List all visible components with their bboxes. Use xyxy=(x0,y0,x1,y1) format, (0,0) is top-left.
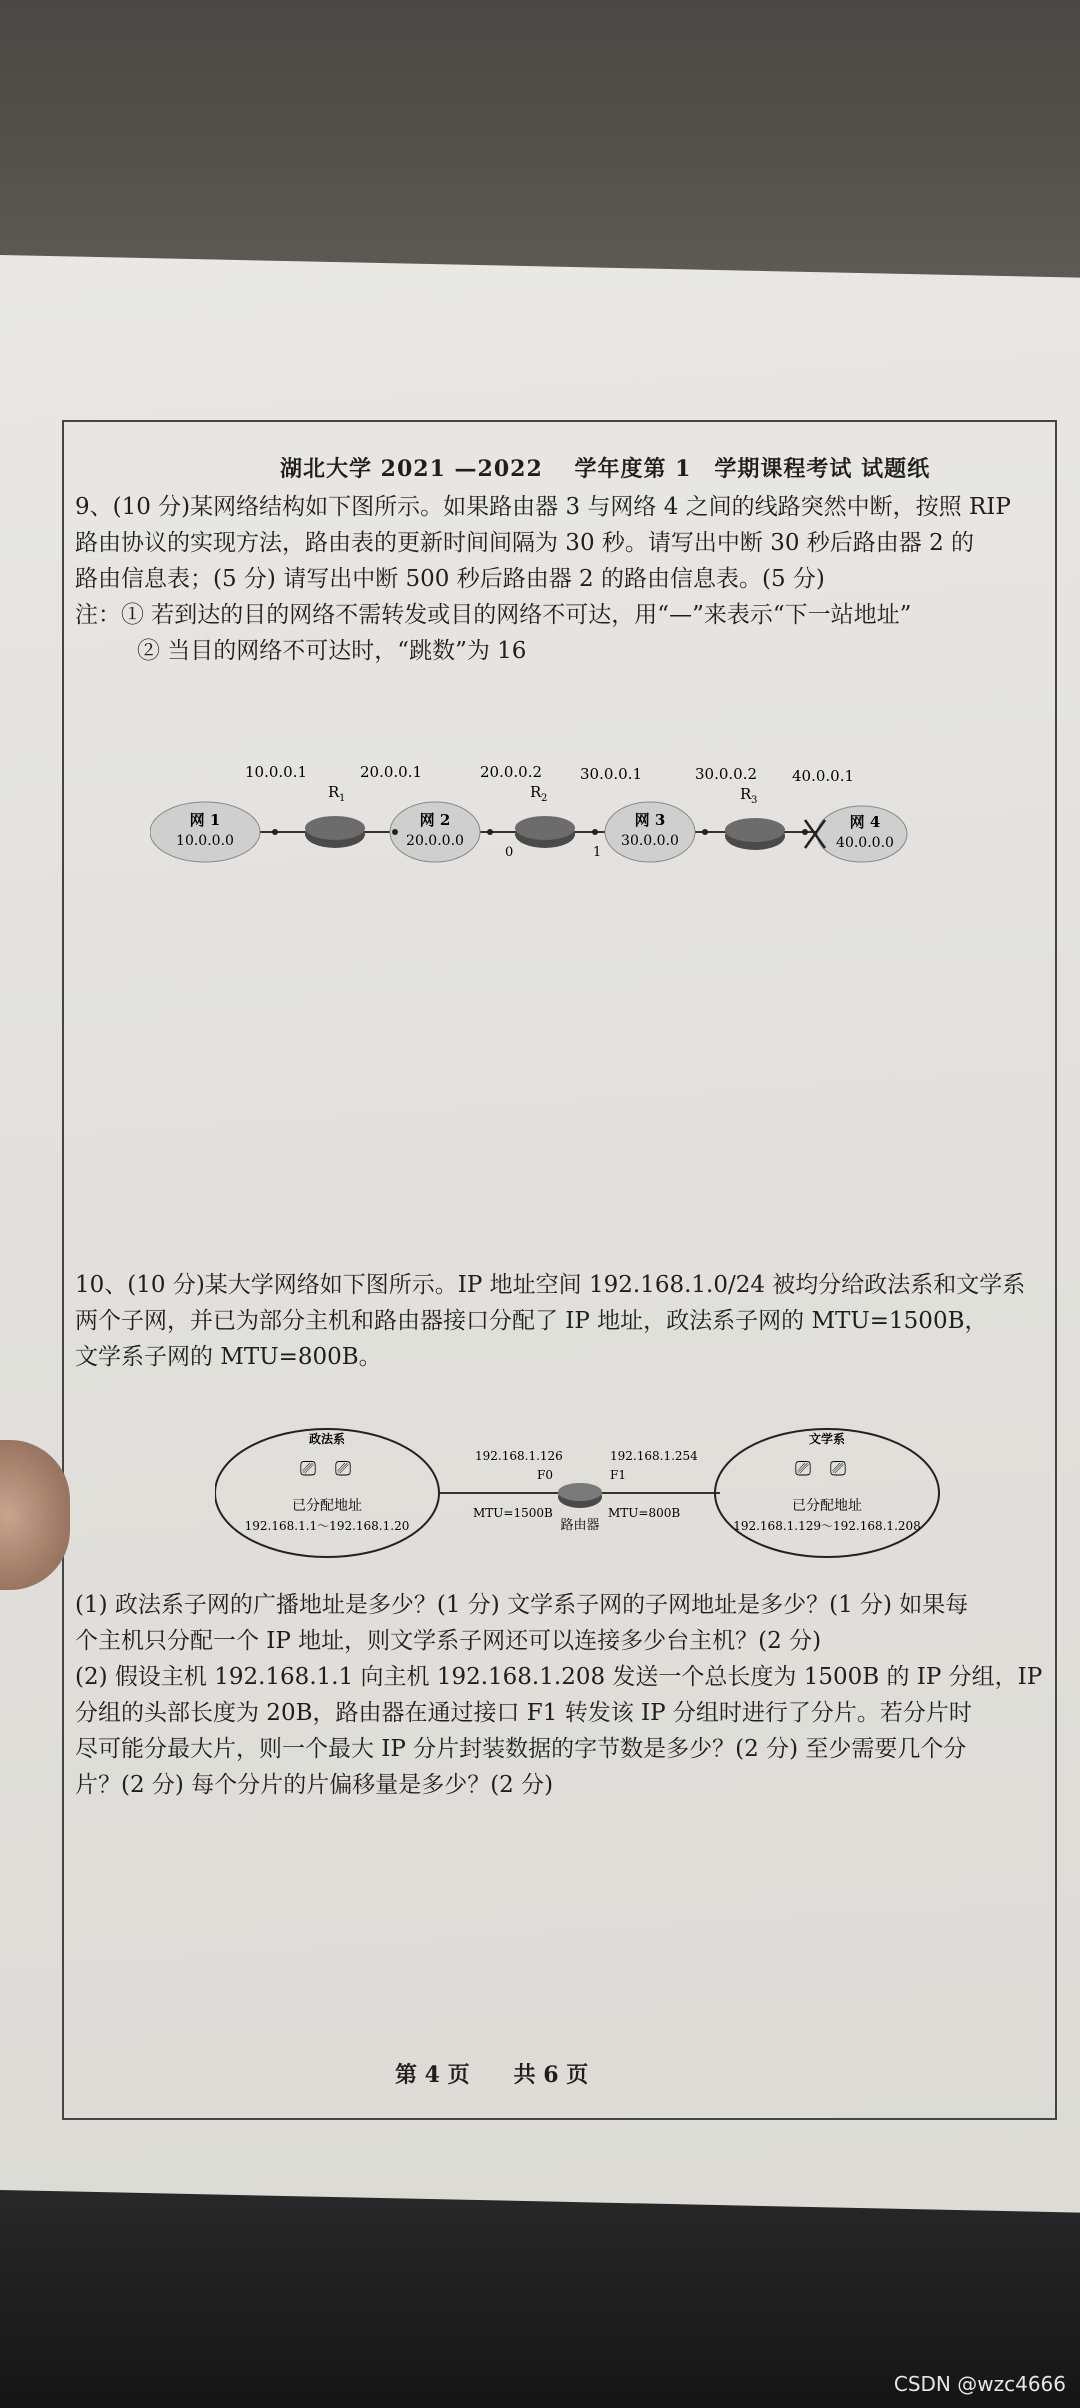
page-footer: 第 4 页 共 6 页 xyxy=(395,2062,589,2088)
lit-dept-range: 192.168.1.129～192.168.1.208 xyxy=(733,1519,921,1533)
router-r1-sub: 1 xyxy=(339,793,346,804)
q9-note2: ② 当目的网络不可达时，“跳数”为 16 xyxy=(137,638,527,664)
host-icon: ⎚ xyxy=(795,1456,811,1480)
law-dept-assigned: 已分配地址 xyxy=(292,1498,362,1514)
law-dept-range: 192.168.1.1～192.168.1.20 xyxy=(244,1519,410,1533)
port-label: 0 xyxy=(505,845,514,860)
f0-label: F0 xyxy=(537,1468,553,1482)
subnet-law-dept xyxy=(215,1429,439,1557)
net2-name: 网 2 xyxy=(419,811,451,829)
ip-label: 30.0.0.1 xyxy=(580,765,643,783)
router-icon xyxy=(558,1483,602,1533)
q10-p2-line1: (2) 假设主机 192.168.1.1 向主机 192.168.1.208 发送一个总长度为 1500B 的 IP 分组，IP xyxy=(75,1664,1043,1690)
q10-line3: 文学系子网的 MTU=800B。 xyxy=(75,1344,382,1370)
q10-p1-line1: (1) 政法系子网的广播地址是多少？(1 分) 文学系子网的子网地址是多少？(1 分) 如果每 xyxy=(75,1592,969,1618)
cloud-net2 xyxy=(390,802,480,862)
f1-ip: 192.168.1.254 xyxy=(610,1449,698,1463)
net4-addr: 40.0.0.0 xyxy=(836,835,894,851)
lit-dept-title: 文学系 xyxy=(808,1432,846,1446)
f0-ip: 192.168.1.126 xyxy=(475,1449,563,1463)
subnet-lit-dept xyxy=(715,1429,939,1557)
host-icon: ⎚ xyxy=(300,1456,316,1480)
router-r2-label: R xyxy=(530,783,542,801)
router-label: 路由器 xyxy=(560,1518,600,1533)
host-icon: ⎚ xyxy=(830,1456,846,1480)
ip-label: 40.0.0.1 xyxy=(792,767,855,785)
router-r3-label: R xyxy=(740,785,752,803)
network-topology-diagram xyxy=(150,752,910,892)
lit-dept-assigned: 已分配地址 xyxy=(792,1498,862,1514)
ip-label: 30.0.0.2 xyxy=(695,765,758,783)
q10-line1: 10、(10 分)某大学网络如下图所示。IP 地址空间 192.168.1.0/24 被均分给政法系和文学系 xyxy=(75,1272,1026,1298)
router-r3-icon xyxy=(725,785,785,850)
f1-label: F1 xyxy=(610,1468,626,1482)
ip-label: 10.0.0.1 xyxy=(245,763,308,781)
router-r3-sub: 3 xyxy=(751,795,758,806)
campus-network-diagram xyxy=(215,1415,955,1565)
ip-label: 20.0.0.1 xyxy=(360,763,423,781)
q9-note1: 注：① 若到达的目的网络不需转发或目的网络不可达，用“—”来表示“下一站地址” xyxy=(75,602,912,628)
net3-name: 网 3 xyxy=(634,811,666,829)
cloud-net1 xyxy=(150,802,260,862)
q10-p2-line4: 片？(2 分) 每个分片的片偏移量是多少？(2 分) xyxy=(75,1772,554,1798)
net1-addr: 10.0.0.0 xyxy=(176,833,234,849)
watermark: CSDN @wzc4666 xyxy=(893,2372,1066,2396)
router-r1-label: R xyxy=(328,783,340,801)
exam-header: 湖北大学 2021 —2022 学年度第 1 学期课程考试 试题纸 xyxy=(280,456,931,482)
q10-p1-line2: 个主机只分配一个 IP 地址，则文学系子网还可以连接多少台主机？(2 分) xyxy=(75,1628,822,1654)
background-top xyxy=(0,0,1080,300)
mtu-left: MTU=1500B xyxy=(473,1506,553,1520)
q9-line2: 路由协议的实现方法，路由表的更新时间间隔为 30 秒。请写出中断 30 秒后路由器 2 的 xyxy=(75,530,975,556)
mtu-right: MTU=800B xyxy=(608,1506,681,1520)
q9-line3: 路由信息表；(5 分) 请写出中断 500 秒后路由器 2 的路由信息表。(5 分) xyxy=(75,566,825,592)
net4-name: 网 4 xyxy=(849,813,881,831)
router-r2-icon xyxy=(515,783,575,848)
net3-addr: 30.0.0.0 xyxy=(621,833,679,849)
q9-line1: 9、(10 分)某网络结构如下图所示。如果路由器 3 与网络 4 之间的线路突然中断，按照 RIP xyxy=(75,494,1011,520)
router-r1-icon xyxy=(305,783,365,848)
host-icon: ⎚ xyxy=(335,1456,351,1480)
q10-p2-line2: 分组的头部长度为 20B，路由器在通过接口 F1 转发该 IP 分组时进行了分片。若分片时 xyxy=(75,1700,972,1726)
cloud-net3 xyxy=(605,802,695,862)
q10-p2-line3: 尽可能分最大片，则一个最大 IP 分片封装数据的字节数是多少？(2 分) 至少需要几个分 xyxy=(75,1736,967,1762)
cloud-net4 xyxy=(817,806,907,862)
law-dept-title: 政法系 xyxy=(308,1432,346,1446)
net2-addr: 20.0.0.0 xyxy=(406,833,464,849)
net1-name: 网 1 xyxy=(189,811,221,829)
ip-label: 20.0.0.2 xyxy=(480,763,543,781)
port-label: 1 xyxy=(593,845,602,860)
q10-line2: 两个子网，并已为部分主机和路由器接口分配了 IP 地址，政法系子网的 MTU=1500B， xyxy=(75,1308,988,1334)
router-r2-sub: 2 xyxy=(541,793,548,804)
